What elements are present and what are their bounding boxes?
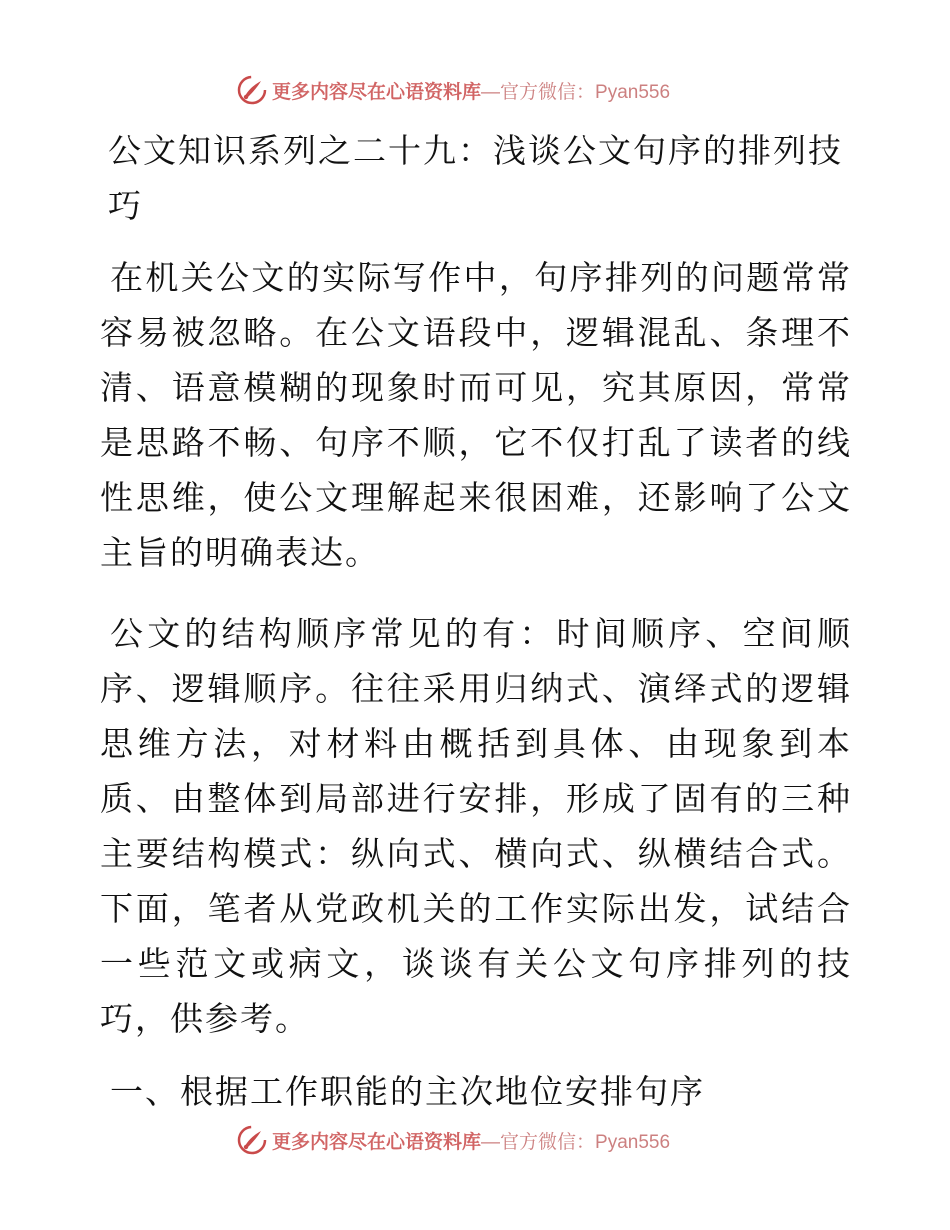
document-title: 公文知识系列之二十九：浅谈公文句序的排列技巧 xyxy=(108,131,843,225)
brush-logo-icon xyxy=(236,1124,268,1156)
header-watermark xyxy=(236,72,670,108)
paragraph-intro: 在机关公文的实际写作中，句序排列的问题常常容易被忽略。在公文语段中，逻辑混乱、条理不清、语意模糊的现象时而可见，究其原因，常常是思路不畅、句序不顺，它不仅打乱了读者的线性思维，使公文理解起来很困难，还影响了公文主旨的明确表达。 xyxy=(100,258,852,572)
watermark-text: 更多内容尽在心语资料库—官方微信：Pyan556 xyxy=(272,80,671,103)
watermark-text: 更多内容尽在心语资料库—官方微信：Pyan556 xyxy=(272,1130,671,1153)
paragraph-structure: 公文的结构顺序常见的有：时间顺序、空间顺序、逻辑顺序。往往采用归纳式、演绎式的逻辑思维方法，对材料由概括到具体、由现象到本质、由整体到局部进行安排，形成了固有的三种主要结构模式：纵向式、横向式、纵横结合式。下面，笔者从党政机关的工作实际出发，试结合一些范文或病文，谈谈有关公文句序排列的技巧，供参考。 xyxy=(100,614,852,1038)
section-heading: 一、根据工作职能的主次地位安排句序 xyxy=(110,1072,705,1111)
footer-watermark xyxy=(236,1122,670,1158)
brush-logo-icon xyxy=(236,74,268,106)
document-body xyxy=(100,123,852,1119)
